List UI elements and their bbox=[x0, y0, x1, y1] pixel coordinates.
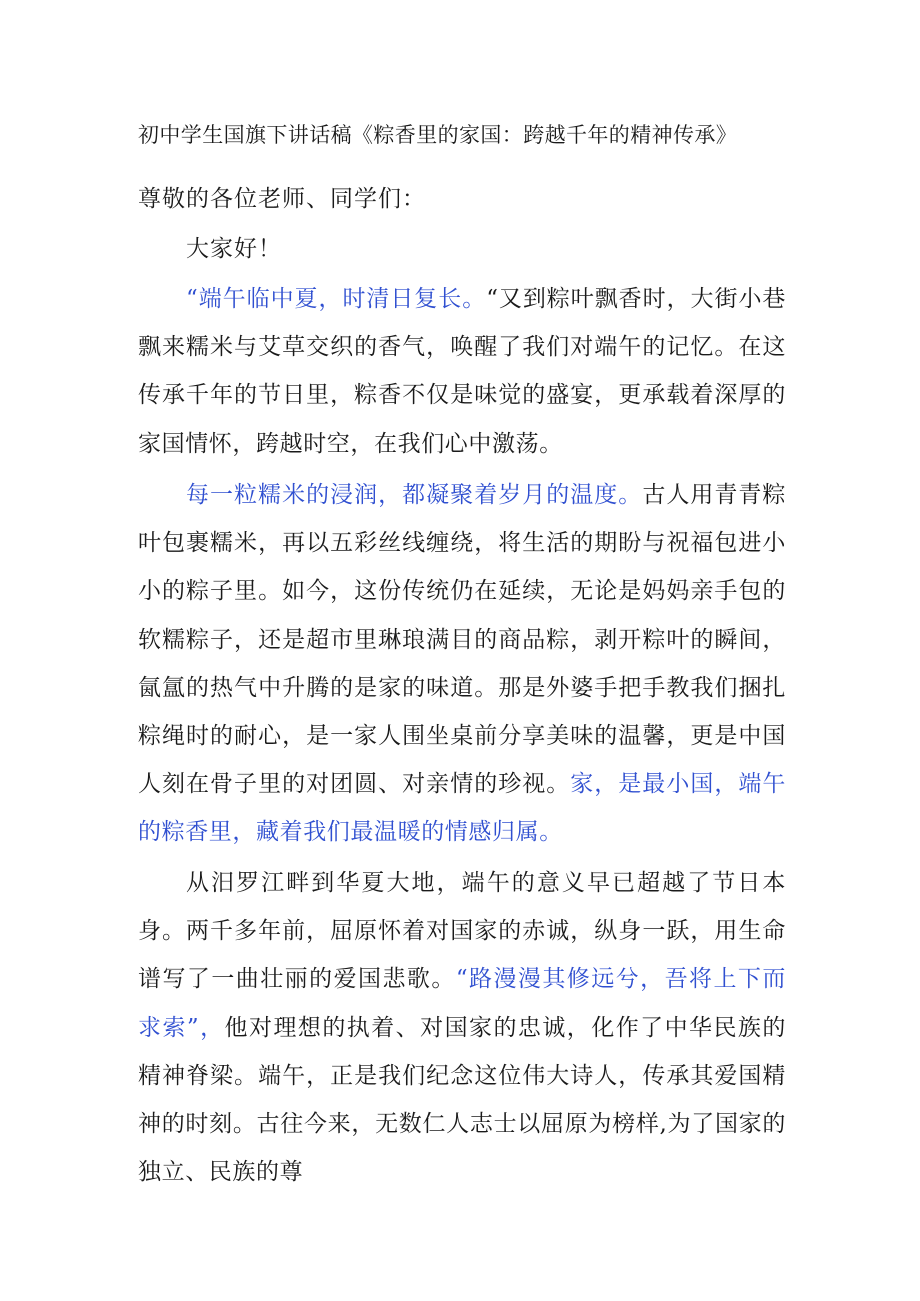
paragraph-1 bbox=[138, 275, 786, 468]
highlight-sentence-end: 家，是最小国，端午的粽香里，藏着我们最温暖的情感归属。 bbox=[138, 771, 786, 846]
paragraph-3 bbox=[138, 859, 786, 1196]
speech-title: 初中学生国旗下讲话稿《粽香里的家国：跨越千年的精神传承》 bbox=[138, 123, 738, 147]
paragraph-3-text-start: 从汨罗江畔到华夏大地，端午的意义早已超越了节日本身。两千多年前，屈原怀着对国家的赤诚，纵身一跃，用生命谱写了一曲壮丽的爱国悲歌。 bbox=[138, 870, 786, 993]
salutation: 尊敬的各位老师、同学们： bbox=[138, 186, 426, 212]
greeting: 大家好！ bbox=[186, 236, 282, 262]
poem-quote-highlight: “路漫漫其修远兮，吾将上下而求索”， bbox=[138, 966, 786, 1041]
paragraph-2 bbox=[138, 471, 786, 857]
quote-highlight: “端午临中夏，时清日复长。 bbox=[186, 286, 487, 312]
paragraph-3-text-end: 他对理想的执着、对国家的忠诚，化作了中华民族的精神脊梁。端午，正是我们纪念这位伟大诗人，传承其爱国精神的时刻。古往今来，无数仁人志士以屈原为榜样,为了国家的独立、民族的尊 bbox=[138, 1014, 786, 1186]
highlight-sentence-start: 每一粒糯米的浸润，都凝聚着岁月的温度。 bbox=[186, 482, 643, 508]
paragraph-2-text: 古人用青青粽叶包裹糯米，再以五彩丝线缠绕，将生活的期盼与祝福包进小小的粽子里。如今，这份传统仍在延续，无论是妈妈亲手包的软糯粽子，还是超市里琳琅满目的商品粽，剥开粽叶的瞬间，氤氲的热气中升腾的是家的味道。那是外婆手把手教我们捆扎粽绳时的耐心，是一家人围坐桌前分享美味的温馨，更是中国人刻在骨子里的对团圆、对亲情的珍视。 bbox=[138, 482, 786, 798]
paragraph-1-text: “又到粽叶飘香时，大街小巷飘来糯米与艾草交织的香气，唤醒了我们对端午的记忆。在这传承千年的节日里，粽香不仅是味觉的盛宴，更承载着深厚的家国情怀，跨越时空，在我们心中激荡。 bbox=[138, 286, 787, 457]
